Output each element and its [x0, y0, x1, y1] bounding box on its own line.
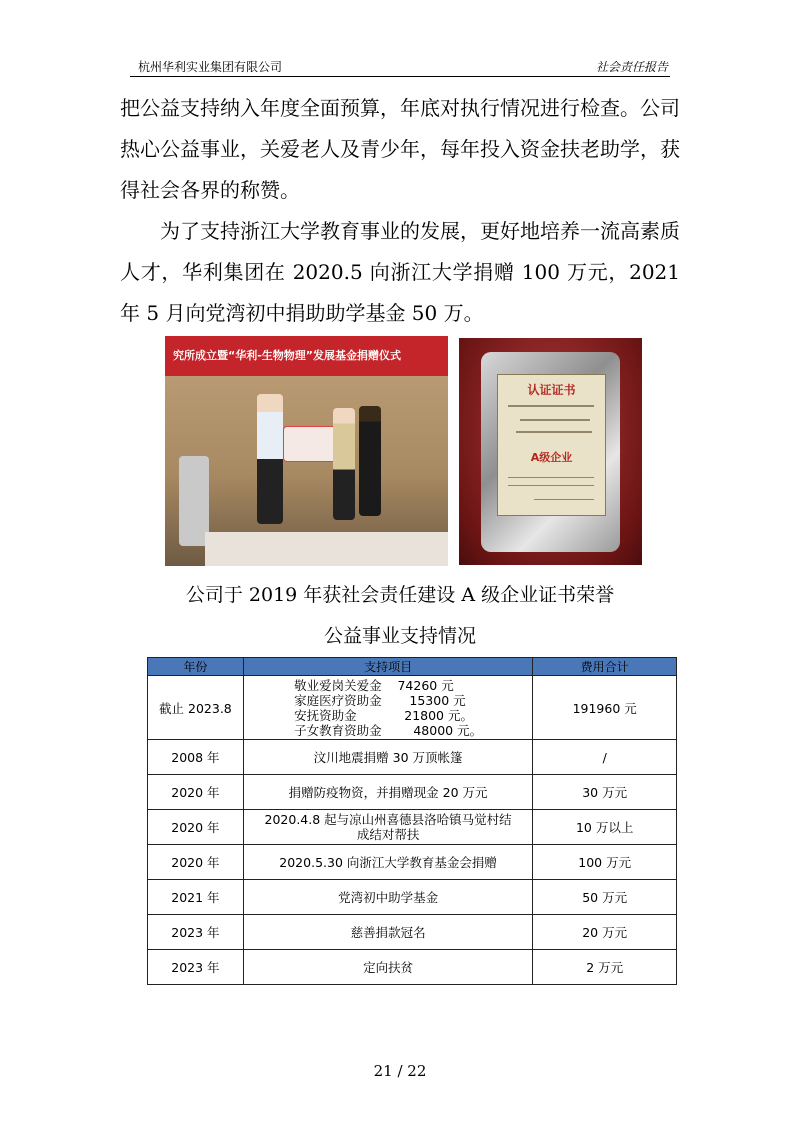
row-year: 2021 年	[148, 880, 244, 915]
row-items	[243, 810, 533, 845]
header-report-title: 社会责任报告	[595, 60, 668, 74]
certificate-caption: 公司于 2019 年获社会责任建设 A 级企业证书荣誉	[185, 584, 615, 606]
row-amount: 100 万元	[533, 845, 677, 880]
paragraph-1: 把公益支持纳入年度全面预算，年底对执行情况进行检查。公司热心公益事业，关爱老人及青少年，每年投入资金扶老助学，获得社会各界的称赞。	[120, 96, 680, 202]
certificate-text-line	[508, 477, 594, 478]
row-year: 2023 年	[148, 950, 244, 985]
donation-ceremony-photo	[165, 336, 448, 566]
row-items: 汶川地震捐赠 30 万顶帐篷	[243, 740, 533, 775]
row-items: 慈善捐款冠名	[243, 915, 533, 950]
page-header	[130, 56, 670, 77]
row-amount: 2 万元	[533, 950, 677, 985]
table-row	[148, 915, 677, 950]
support-table	[147, 657, 677, 985]
row-items	[243, 676, 533, 740]
table-row	[148, 676, 677, 740]
row-year: 2020 年	[148, 845, 244, 880]
row-amount: 10 万以上	[533, 810, 677, 845]
row-items: 捐赠防疫物资，并捐赠现金 20 万元	[243, 775, 533, 810]
item-line: 敬业爱岗关爱金 74260 元	[294, 677, 454, 693]
certificate-photo	[459, 338, 642, 565]
table-row	[148, 775, 677, 810]
body-text	[120, 88, 680, 334]
row-amount: 50 万元	[533, 880, 677, 915]
certificate-title: 认证证书	[527, 383, 576, 397]
certificate-text-line	[520, 419, 590, 421]
row-amount: /	[533, 740, 677, 775]
ceremony-banner: 究所成立暨“华利-生物物理”发展基金捐赠仪式	[165, 336, 448, 376]
table-row	[148, 810, 677, 845]
certificate-frame	[481, 352, 620, 552]
person-figure	[359, 406, 381, 516]
table-header-row	[148, 658, 677, 676]
item-line: 2020.4.8 起与凉山州喜德县洛哈镇马觉村结	[264, 812, 512, 827]
row-year: 2020 年	[148, 775, 244, 810]
certificate-grade: A级企业	[530, 451, 573, 464]
row-year: 截止 2023.8	[148, 676, 244, 740]
header-year: 年份	[148, 658, 244, 676]
person-figure	[333, 408, 355, 520]
certificate-text-line	[516, 431, 592, 433]
table-title: 公益事业支持情况	[323, 625, 476, 647]
table-row	[148, 740, 677, 775]
item-line: 子女教育资助金 48000 元。	[294, 722, 483, 738]
row-items: 2020.5.30 向浙江大学教育基金会捐赠	[243, 845, 533, 880]
table-row	[148, 950, 677, 985]
header-amount: 费用合计	[533, 658, 677, 676]
row-year: 2023 年	[148, 915, 244, 950]
header-items: 支持项目	[243, 658, 533, 676]
row-year: 2020 年	[148, 810, 244, 845]
person-figure	[257, 394, 283, 524]
certificate-text-line	[508, 405, 594, 407]
item-line: 家庭医疗资助金 15300 元	[294, 692, 466, 708]
paragraph-2: 为了支持浙江大学教育事业的发展，更好地培养一流高素质人才，华利集团在 2020.5 向浙江大学捐赠 100 万元，2021 年 5 月向党湾初中捐助助学基金 50 万。	[120, 219, 680, 325]
certificate-text-line	[534, 499, 594, 500]
row-items: 定向扶贫	[243, 950, 533, 985]
row-year: 2008 年	[148, 740, 244, 775]
table-row	[148, 880, 677, 915]
header-company: 杭州华利实业集团有限公司	[138, 60, 283, 74]
item-line: 成结对帮扶	[356, 827, 420, 842]
certificate-plaque	[497, 374, 606, 516]
item-line: 安抚资助金 21800 元。	[294, 707, 473, 723]
row-amount: 191960 元	[533, 676, 677, 740]
certificate-text-line	[508, 485, 594, 486]
display-table	[205, 532, 448, 566]
page-number: 21 / 22	[373, 1062, 427, 1080]
table-row	[148, 845, 677, 880]
row-items: 党湾初中助学基金	[243, 880, 533, 915]
row-amount: 20 万元	[533, 915, 677, 950]
row-amount: 30 万元	[533, 775, 677, 810]
